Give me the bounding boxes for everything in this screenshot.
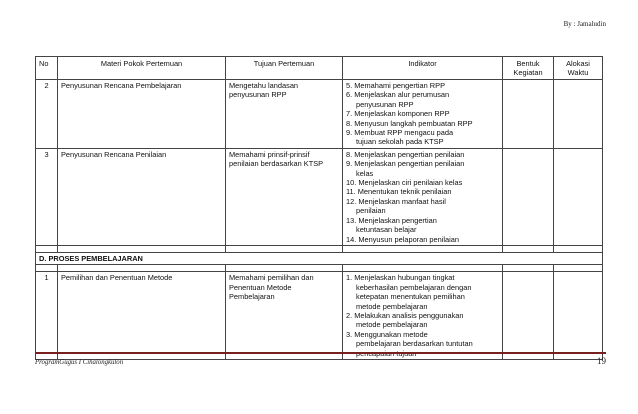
spacer-cell: [343, 265, 503, 272]
cell-no: 1: [36, 272, 58, 360]
indikator-line: 8. Menyusun langkah pembuatan RPP: [346, 118, 473, 128]
spacer-cell: [554, 245, 603, 252]
indikator-line: 6. Menjelaskan alur perumusan: [346, 90, 450, 100]
author-byline: By : Jamaludin: [563, 20, 606, 28]
indikator-line: 13. Menjelaskan pengertian: [346, 215, 437, 225]
spacer-cell: [343, 245, 503, 252]
cell-materi: Pemilihan dan Penentuan Metode: [58, 272, 226, 360]
cell-no: 3: [36, 148, 58, 245]
indikator-line: 10. Menjelaskan ciri penilaian kelas: [346, 178, 463, 188]
cell-bentuk-kegiatan: [503, 80, 554, 149]
lesson-plan-table: [35, 56, 603, 360]
header-alokasi-waktu: [554, 57, 603, 80]
indikator-line: 2. Melakukan analisis penggunakan: [346, 310, 464, 320]
table-row: [36, 80, 603, 149]
table-header-row: [36, 57, 603, 80]
indikator-line: 11. Menentukan teknik penilaian: [346, 187, 452, 197]
cell-indikator: [343, 272, 503, 360]
spacer-cell: [36, 245, 58, 252]
footer-program-name: ProgramGugus I Cihalongkulon: [35, 359, 124, 366]
spacer-cell: [226, 245, 343, 252]
header-bentuk-kegiatan: [503, 57, 554, 80]
cell-tujuan: Memahami pemilihan dan Penentuan Metode Pembelajaran: [226, 272, 343, 360]
indikator-line: pembelajaran berdasarkan tuntutan: [356, 339, 473, 349]
spacer-cell: [36, 265, 58, 272]
header-alokasi-line1: Alokasi: [566, 59, 590, 68]
header-bentuk-line2: Kegiatan: [513, 68, 543, 78]
indikator-line: 1. Menjelaskan hubungan tingkat: [346, 273, 455, 283]
indikator-line: tujuan sekolah pada KTSP: [356, 137, 444, 147]
header-no: No: [36, 57, 58, 80]
spacer-row: [36, 265, 603, 272]
indikator-line: 9. Menjelaskan pengertian penilaian: [346, 159, 465, 169]
indikator-line: 8. Menjelaskan pengertian penilaian: [346, 149, 465, 159]
indikator-line: kelas: [356, 168, 374, 178]
header-tujuan: Tujuan Pertemuan: [226, 57, 343, 80]
indikator-line: 14. Menyusun pelaporan penilaian: [346, 234, 459, 244]
indikator-line: penyusunan RPP: [356, 99, 414, 109]
spacer-cell: [58, 265, 226, 272]
spacer-cell: [226, 265, 343, 272]
header-alokasi-line2: Waktu: [567, 68, 589, 78]
indikator-line: metode pembelajaran: [356, 320, 428, 330]
indikator-line: keberhasilan pembelajaran dengan: [356, 282, 472, 292]
spacer-cell: [554, 265, 603, 272]
indikator-line: 5. Memahami pengertian RPP: [346, 81, 446, 90]
indikator-line: 9. Membuat RPP mengacu pada: [346, 128, 454, 138]
spacer-row: [36, 245, 603, 252]
cell-tujuan: Mengetahu landasan penyusunan RPP: [226, 80, 343, 149]
cell-alokasi-waktu: [554, 272, 603, 360]
cell-alokasi-waktu: [554, 80, 603, 149]
cell-materi: Penyusunan Rencana Penilaian: [58, 148, 226, 245]
page-footer: [35, 352, 606, 366]
cell-indikator: [343, 80, 503, 149]
cell-materi: Penyusunan Rencana Pembelajaran: [58, 80, 226, 149]
spacer-cell: [503, 245, 554, 252]
header-bentuk-line1: Bentuk: [516, 59, 540, 68]
footer-rule: [35, 352, 606, 354]
spacer-cell: [58, 245, 226, 252]
table-row: [36, 272, 603, 360]
cell-indikator: [343, 148, 503, 245]
section-heading-row: [36, 252, 603, 264]
indikator-line: metode pembelajaran: [356, 301, 428, 311]
page-number: 19: [597, 356, 606, 366]
cell-alokasi-waktu: [554, 148, 603, 245]
header-indikator: Indikator: [343, 57, 503, 80]
indikator-line: ketepatan menentukan pemilihan: [356, 292, 465, 302]
indikator-line: ketuntasan belajar: [356, 225, 417, 235]
cell-bentuk-kegiatan: [503, 148, 554, 245]
indikator-line: 7. Menjelaskan komponen RPP: [346, 109, 450, 119]
cell-no: 2: [36, 80, 58, 149]
section-title: D. PROSES PEMBELAJARAN: [36, 252, 603, 264]
spacer-cell: [503, 265, 554, 272]
table-row: [36, 148, 603, 245]
cell-tujuan: Memahami prinsif-prinsif penilaian berdasarkan KTSP: [226, 148, 343, 245]
indikator-line: 3. Menggunakan metode: [346, 329, 428, 339]
cell-bentuk-kegiatan: [503, 272, 554, 360]
indikator-line: penilaian: [356, 206, 386, 216]
indikator-line: 12. Menjelaskan manfaat hasil: [346, 196, 446, 206]
header-materi: Materi Pokok Pertemuan: [58, 57, 226, 80]
